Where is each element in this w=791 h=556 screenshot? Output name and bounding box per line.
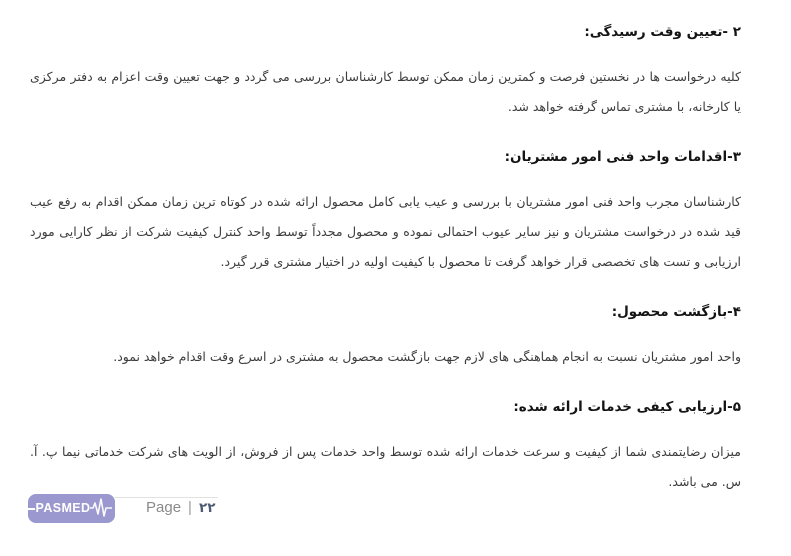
section-heading: ۵-ارزیابی کیفی خدمات ارائه شده:	[513, 399, 741, 415]
document-content	[30, 12, 741, 497]
footer-divider-line	[115, 497, 218, 498]
page-label: Page	[146, 499, 182, 516]
section-paragraph: واحد امور مشتریان نسبت به انجام هماهنگی های لازم جهت بازگشت محصول به مشتری در اسرع وقت اقدام خواهد نمود.	[113, 349, 741, 364]
section-heading: ۲ -تعیین وقت رسیدگی:	[584, 24, 741, 40]
pasmed-logo	[28, 494, 115, 523]
heartbeat-pulse-icon	[90, 497, 112, 523]
page-indicator	[146, 499, 215, 516]
section-paragraph: کارشناسان مجرب واحد فنی امور مشتریان با بررسی و عیب یابی کامل محصول ارائه شده در کوتاه ترین زمان ممکن اقدام به رفع عیب قید شده در درخواست مشتریان و نیز سایر عیوب احتمالی نموده و محصول مجدداً توسط واحد کنترل کیفیت شرکت از نظر کارایی مورد ارزیابی و تست های تخصصی قرار خواهد گرفت تا محصول با کیفیت اولیه در اختیار مشتری قرر گیرد.	[30, 194, 741, 269]
section-technical-unit-actions	[30, 147, 741, 277]
page-number: ۲۲	[198, 500, 216, 516]
section-appointment-time	[30, 22, 741, 122]
logo-baseline-dash	[26, 508, 35, 510]
section-paragraph: کلیه درخواست ها در نخستین فرصت و کمترین زمان ممکن توسط کارشناسان بررسی می گردد و جهت تعیین وقت اعزام به دفتر مرکزی یا کارخانه، با مشتری تماس گرفته خواهد شد.	[30, 69, 741, 114]
section-product-return	[30, 302, 741, 372]
section-service-quality-evaluation	[30, 397, 741, 497]
section-heading: ۴-بازگشت محصول:	[611, 304, 741, 320]
page-separator: |	[188, 499, 192, 516]
section-paragraph: میزان رضایتمندی شما از کیفیت و سرعت خدمات ارائه شده توسط واحد خدمات پس از فروش، از الویت های شرکت خدماتی نیما پ. آ. س. می باشد.	[30, 444, 741, 489]
logo-text: PASMED	[35, 501, 91, 515]
section-heading: ۳-اقدامات واحد فنی امور مشتریان:	[504, 149, 741, 165]
